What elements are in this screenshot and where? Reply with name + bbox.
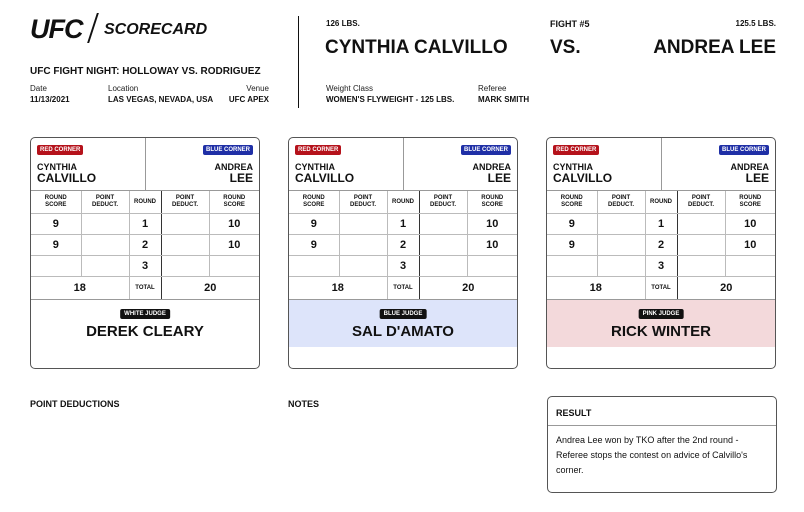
red-round-score — [547, 256, 597, 277]
blue-round-score-header: ROUND SCORE — [209, 191, 259, 214]
fighter1-name: CYNTHIA CALVILLO — [325, 37, 508, 58]
venue-value: UFC APEX — [228, 95, 269, 104]
red-round-score-header: ROUND SCORE — [547, 191, 597, 214]
fight-number: FIGHT #5 — [550, 19, 590, 29]
red-fighter-name — [295, 162, 354, 184]
red-total: 18 — [289, 277, 387, 300]
round-number: 3 — [129, 256, 161, 277]
round-header: ROUND — [129, 191, 161, 214]
red-fighter-last: CALVILLO — [37, 171, 97, 185]
red-fighter-first: CYNTHIA — [553, 162, 593, 172]
location-value: LAS VEGAS, NEVADA, USA — [108, 95, 214, 104]
round-row — [289, 235, 517, 256]
weight-class-value: WOMEN'S FLYWEIGHT - 125 LBS. — [326, 95, 455, 104]
blue-round-score: 10 — [467, 235, 517, 256]
blue-total: 20 — [677, 277, 775, 300]
red-fighter-last: CALVILLO — [553, 171, 613, 185]
round-number: 2 — [645, 235, 677, 256]
date-label: Date — [30, 84, 47, 93]
red-point-deduct — [339, 214, 387, 235]
round-row — [547, 256, 775, 277]
judge-badge: WHITE JUDGE — [120, 309, 170, 319]
red-point-deduct — [81, 256, 129, 277]
round-row — [289, 214, 517, 235]
score-table — [31, 191, 259, 300]
round-number: 1 — [387, 214, 419, 235]
scorecard-fighters — [547, 138, 775, 191]
red-total: 18 — [547, 277, 645, 300]
blue-point-deduct-header: POINT DEDUCT. — [677, 191, 725, 214]
blue-round-score-header: ROUND SCORE — [467, 191, 517, 214]
red-corner-badge: RED CORNER — [295, 145, 341, 155]
judge-section — [547, 300, 775, 347]
point-deductions-heading: POINT DEDUCTIONS — [30, 399, 120, 409]
blue-point-deduct — [419, 214, 467, 235]
corner-divider — [661, 138, 662, 190]
judge-section — [31, 300, 259, 347]
judge-name: SAL D'AMATO — [352, 323, 454, 340]
blue-point-deduct — [161, 235, 209, 256]
red-corner-badge: RED CORNER — [37, 145, 83, 155]
blue-point-deduct-header: POINT DEDUCT. — [161, 191, 209, 214]
blue-point-deduct — [161, 214, 209, 235]
red-round-score: 9 — [289, 214, 339, 235]
judge-section — [289, 300, 517, 347]
red-fighter-name — [37, 162, 96, 184]
blue-point-deduct — [677, 256, 725, 277]
blue-point-deduct — [419, 256, 467, 277]
total-row — [547, 277, 775, 300]
result-heading: RESULT — [556, 408, 592, 418]
judge-name: RICK WINTER — [611, 323, 711, 340]
total-label: TOTAL — [387, 277, 419, 300]
red-point-deduct-header: POINT DEDUCT. — [339, 191, 387, 214]
blue-round-score-header: ROUND SCORE — [725, 191, 775, 214]
referee-value: MARK SMITH — [478, 95, 530, 104]
red-point-deduct-header: POINT DEDUCT. — [597, 191, 645, 214]
round-header: ROUND — [387, 191, 419, 214]
blue-round-score: 10 — [209, 235, 259, 256]
red-fighter-name — [553, 162, 612, 184]
judge-scorecard — [288, 137, 518, 369]
blue-round-score: 10 — [725, 214, 775, 235]
red-fighter-first: CYNTHIA — [37, 162, 77, 172]
round-row — [547, 235, 775, 256]
round-number: 3 — [387, 256, 419, 277]
blue-fighter-name — [730, 162, 769, 184]
blue-point-deduct — [677, 214, 725, 235]
red-point-deduct — [597, 235, 645, 256]
result-divider — [548, 425, 776, 426]
red-round-score: 9 — [31, 235, 81, 256]
round-number: 1 — [129, 214, 161, 235]
total-row — [31, 277, 259, 300]
red-round-score: 9 — [547, 214, 597, 235]
result-text: Andrea Lee won by TKO after the 2nd round - Referee stops the contest on advice of Calvillo's corner. — [556, 435, 748, 475]
blue-point-deduct-header: POINT DEDUCT. — [419, 191, 467, 214]
round-row — [31, 256, 259, 277]
blue-corner-badge: BLUE CORNER — [461, 145, 511, 155]
red-fighter-first: CYNTHIA — [295, 162, 335, 172]
blue-round-score — [467, 256, 517, 277]
total-label: TOTAL — [129, 277, 161, 300]
ufc-logo: UFC — [30, 14, 83, 44]
judge-badge: BLUE JUDGE — [380, 309, 427, 319]
blue-fighter-name — [472, 162, 511, 184]
blue-point-deduct — [419, 235, 467, 256]
red-total: 18 — [31, 277, 129, 300]
red-point-deduct — [597, 256, 645, 277]
blue-fighter-name — [214, 162, 253, 184]
venue-label: Venue — [246, 84, 269, 93]
round-row — [547, 214, 775, 235]
blue-round-score — [725, 256, 775, 277]
score-header-row — [289, 191, 517, 214]
score-table — [289, 191, 517, 300]
blue-fighter-last: LEE — [229, 171, 253, 185]
notes-heading: NOTES — [288, 399, 320, 409]
round-header: ROUND — [645, 191, 677, 214]
header-divider — [298, 16, 299, 108]
red-round-score-header: ROUND SCORE — [289, 191, 339, 214]
blue-corner-badge: BLUE CORNER — [203, 145, 253, 155]
round-number: 2 — [129, 235, 161, 256]
referee-label: Referee — [478, 84, 507, 93]
red-point-deduct-header: POINT DEDUCT. — [81, 191, 129, 214]
red-round-score — [289, 256, 339, 277]
judge-scorecard — [546, 137, 776, 369]
vs-text: VS. — [550, 37, 581, 58]
judge-name: DEREK CLEARY — [86, 323, 204, 340]
fighter1-weight: 126 LBS. — [326, 19, 360, 28]
blue-fighter-first: ANDREA — [472, 162, 511, 172]
red-point-deduct — [339, 256, 387, 277]
blue-fighter-first: ANDREA — [214, 162, 253, 172]
fighter2-name: ANDREA LEE — [653, 37, 776, 58]
round-row — [289, 256, 517, 277]
blue-fighter-first: ANDREA — [730, 162, 769, 172]
weight-class-label: Weight Class — [326, 84, 373, 93]
corner-divider — [145, 138, 146, 190]
blue-point-deduct — [161, 256, 209, 277]
red-point-deduct — [81, 235, 129, 256]
red-corner-badge: RED CORNER — [553, 145, 599, 155]
blue-corner-badge: BLUE CORNER — [719, 145, 769, 155]
scorecard-fighters — [289, 138, 517, 191]
round-row — [31, 235, 259, 256]
judge-badge: PINK JUDGE — [639, 309, 684, 319]
fighter2-weight: 125.5 LBS. — [735, 19, 776, 28]
blue-round-score: 10 — [467, 214, 517, 235]
score-table — [547, 191, 775, 300]
red-round-score-header: ROUND SCORE — [31, 191, 81, 214]
red-fighter-last: CALVILLO — [295, 171, 355, 185]
round-number: 1 — [645, 214, 677, 235]
event-name: UFC FIGHT NIGHT: HOLLOWAY VS. RODRIGUEZ — [30, 66, 261, 77]
red-point-deduct — [597, 214, 645, 235]
date-value: 11/13/2021 — [30, 95, 70, 104]
score-header-row — [547, 191, 775, 214]
scorecard-title: SCORECARD — [104, 21, 208, 38]
blue-fighter-last: LEE — [745, 171, 769, 185]
blue-total: 20 — [161, 277, 259, 300]
total-row — [289, 277, 517, 300]
round-number: 2 — [387, 235, 419, 256]
red-point-deduct — [81, 214, 129, 235]
blue-fighter-last: LEE — [487, 171, 511, 185]
round-number: 3 — [645, 256, 677, 277]
red-round-score: 9 — [289, 235, 339, 256]
red-point-deduct — [339, 235, 387, 256]
red-round-score: 9 — [31, 214, 81, 235]
judge-scorecard — [30, 137, 260, 369]
blue-round-score — [209, 256, 259, 277]
red-round-score: 9 — [547, 235, 597, 256]
total-label: TOTAL — [645, 277, 677, 300]
logo-divider — [87, 13, 99, 43]
blue-point-deduct — [677, 235, 725, 256]
location-label: Location — [108, 84, 139, 93]
blue-total: 20 — [419, 277, 517, 300]
blue-round-score: 10 — [725, 235, 775, 256]
scorecard-fighters — [31, 138, 259, 191]
score-header-row — [31, 191, 259, 214]
blue-round-score: 10 — [209, 214, 259, 235]
result-box — [547, 396, 777, 493]
corner-divider — [403, 138, 404, 190]
red-round-score — [31, 256, 81, 277]
round-row — [31, 214, 259, 235]
